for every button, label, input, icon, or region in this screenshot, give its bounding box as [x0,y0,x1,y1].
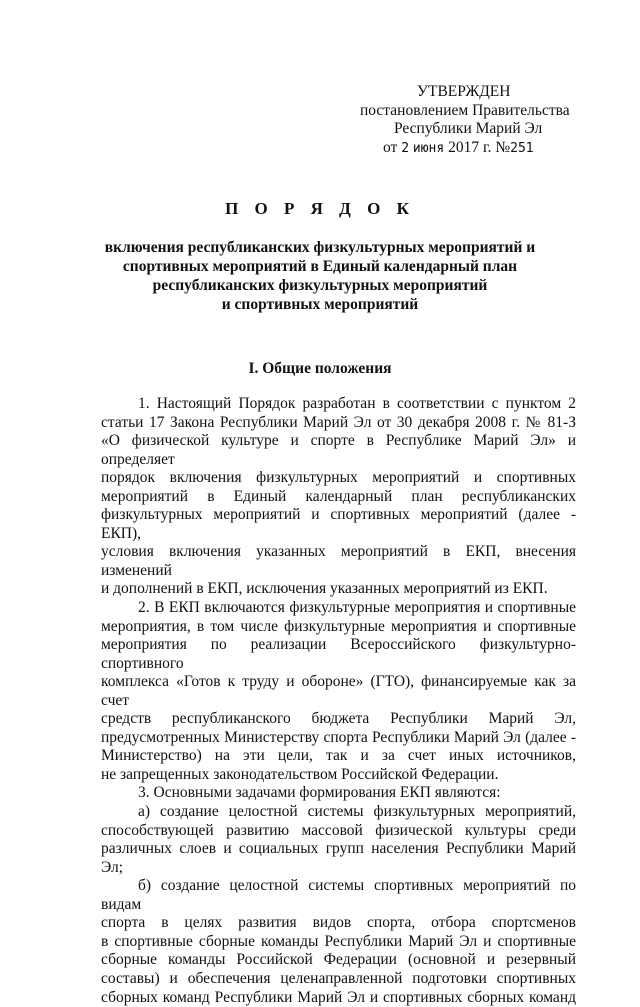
body-line: порядок включения физкультурных мероприятий и спортивных [101,469,576,488]
approval-number-sign: № [495,139,510,156]
body-line: составы) и обеспечения целенаправленной подготовки спортивных [101,970,576,989]
body-line: комплекса «Готов к труду и обороне» (ГТО), финансируемые как за счет [101,673,576,710]
body-line: и дополнений в ЕКП, исключения указанных мероприятий из ЕКП. [101,580,576,599]
body-line: мероприятия по реализации Всероссийского физкультурно-спортивного [101,636,576,673]
approval-stamp [360,83,580,158]
body-line: а) создание целостной системы физкультурных мероприятий, [101,803,576,822]
body-line: Министерство) на эти цели, так и за счет иных источников, [101,747,576,766]
approval-day: 2 [401,141,409,156]
body-line: средств республиканского бюджета Республики Марий Эл, [101,710,576,729]
approval-line-1: постановлением Правительства [360,102,580,121]
subtitle-line: спортивных мероприятий в Единый календарный план [60,257,580,276]
document-subtitle [60,238,580,314]
subtitle-line: республиканских физкультурных мероприятий [60,276,580,295]
approval-number: 251 [510,141,533,156]
body-line: в спортивные сборные команды Республики Марий Эл и спортивные [101,933,576,952]
approval-year: 2017 г. [448,139,491,156]
body-line: не запрещенных законодательством Российской Федерации. [101,766,576,785]
approval-title: УТВЕРЖДЕН [360,83,580,102]
document-body [101,395,576,1007]
document-title: П О Р Я Д О К [0,199,640,219]
approval-date-line [360,139,580,159]
section-heading: I. Общие положения [0,360,640,378]
body-line: мероприятий в Единый календарный план республиканских [101,488,576,507]
body-line: различных слоев и социальных групп населения Республики Марий Эл; [101,840,576,877]
body-line: физкультурных мероприятий и спортивных мероприятий (далее - ЕКП), [101,506,576,543]
body-line: 3. Основными задачами формирования ЕКП являются: [101,784,576,803]
body-line: мероприятия, в том числе физкультурные мероприятия и спортивные [101,618,576,637]
subtitle-line: включения республиканских физкультурных мероприятий и [60,238,580,257]
approval-date-prefix: от [383,139,397,156]
body-line: «О физической культуре и спорте в Республике Марий Эл» и определяет [101,432,576,469]
body-line: 1. Настоящий Порядок разработан в соответствии с пунктом 2 [101,395,576,414]
subtitle-line: и спортивных мероприятий [60,295,580,314]
body-line: сборных команд Республики Марий Эл и спортивных сборных команд [101,989,576,1007]
body-line: сборные команды Российской Федерации (основной и резервный [101,951,576,970]
approval-month: июня [413,141,444,156]
body-line: спорта в целях развития видов спорта, отбора спортсменов [101,914,576,933]
body-line: статьи 17 Закона Республики Марий Эл от 30 декабря 2008 г. № 81-З [101,414,576,433]
body-line: б) создание целостной системы спортивных мероприятий по видам [101,877,576,914]
body-line: предусмотренных Министерству спорта Республики Марий Эл (далее - [101,729,576,748]
body-line: способствующей развитию массовой физической культуры среди [101,822,576,841]
body-line: условия включения указанных мероприятий в ЕКП, внесения изменений [101,543,576,580]
approval-line-2: Республики Марий Эл [360,120,580,139]
body-line: 2. В ЕКП включаются физкультурные мероприятия и спортивные [101,599,576,618]
